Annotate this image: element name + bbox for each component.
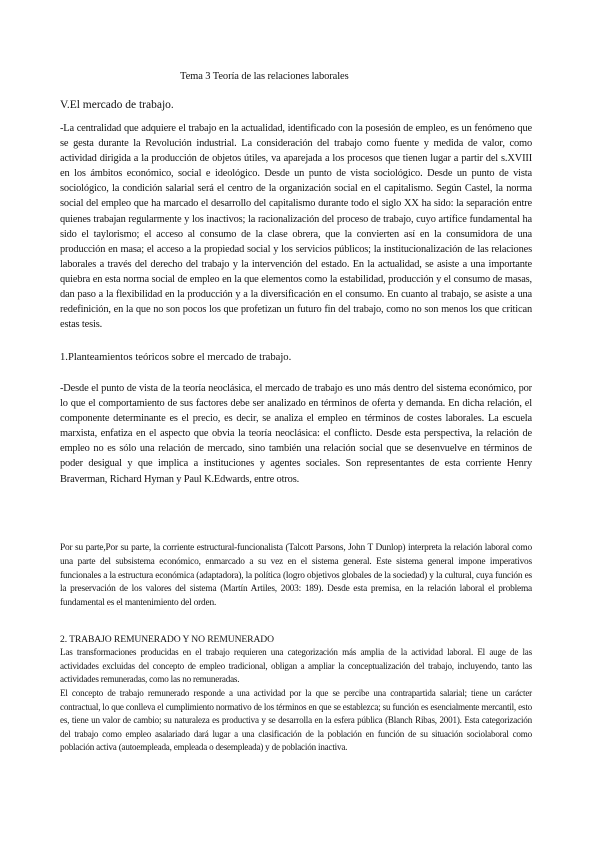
paragraph-intro: -La centralidad que adquiere el trabajo en la actualidad, identificado con la posesión de empleo, es un fenómeno que se gesta durante la Revolución industrial. La consideración del trabajo como fuente y medida de valor, como actividad dirigida a la producción de objetos útiles, va aparejada a los procesos que tienen lugar a partir del s.XVIII en los ámbitos económico, social e ideológico. Desde un punto de vista sociológico. Desde un punto de vista sociológico, la condición salarial será el centro de la organización social en el capitalismo. Según Castel, la norma social del empleo que ha marcado el desarrollo del capitalismo durante todo el siglo XX ha sido: la separación entre quienes trabajan regularmente y los inactivos; la racionalización del proceso de trabajo, cuyo artífice fundamental ha sido el taylorismo; el acceso al consumo de la clase obrera, que la convierten así en la consumidora de una producción en masa; el acceso a la propiedad social y los servicios públicos; la institucionalización de las relaciones laborales a través del derecho del trabajo y la intervención del estado. En la actualidad, se asiste a una importante quiebra en esta norma social de empleo en la que elementos como la estabilidad, producción y el consumo de masas, dan paso a la flexibilidad en la producción y a la diversificación en el consumo. En cuanto al trabajo, se asiste a una redefinición, en la que no son pocos los que profetizan un futuro fin del trabajo, como no son menos los que critican estas tesis. <box>60 123 532 331</box>
paragraph-neoclassical: -Desde el punto de vista de la teoría neoclásica, el mercado de trabajo es uno más dentro del sistema económico, por lo que el comportamiento de sus factores debe ser analizado en términos de oferta y demanda. En dicha relación, el componente determinante es el precio, es decir, se analiza el empleo en términos de costes laborales. La escuela marxista, enfatiza en el aspecto que obvia la teoría neoclásica: el conflicto. Desde esta perspectiva, la relación de empleo no es sólo una relación de mercado, sino también una relación social que se desenvuelve en términos de poder desigual y que implica a instituciones y agentes sociales. Son representantes de esta corriente Henry Braverman, Richard Hyman y Paul K.Edwards, entre otros. <box>60 383 532 485</box>
subheading-theoretical-approaches: 1.Planteamientos teóricos sobre el mercado de trabajo. <box>60 352 292 363</box>
paragraph-structural-functionalist: Por su parte,Por su parte, la corriente estructural-funcionalista (Talcott Parsons, John T Dunlop) interpreta la relación laboral como una parte del subsistema económico, enmarcado a su vez en el sistema general. Este sistema general impone imperativos funcionales a la estructura económica (adaptadora), la política (logro objetivos globales de la sociedad) y la cultural, cuya función es la preservación de los valores del sistema (Martín Artiles, 2003: 189). Desde esta premisa, en la relación laboral el problema fundamental es el mantenimiento del orden. <box>60 543 532 609</box>
paragraph-transformations: Las transformaciones producidas en el trabajo requieren una categorización más amplia de la actividad laboral. El auge de las actividades excluidas del concepto de empleo tradicional, obligan a ampliar la conceptualización del trabajo, incluyendo, tanto las actividades remuneradas, como las no remuneradas. <box>60 647 532 685</box>
document-title: Tema 3 Teoría de las relaciones laborales <box>180 71 349 82</box>
paragraph-paid-work-concept: El concepto de trabajo remunerado responde a una actividad por la que se percibe una contrapartida salarial; tiene un carácter contractual, lo que conlleva el cumplimiento normativo de los términos en que se establezca; su función es esencialmente mercantil, esto es, tiene un valor de cambio; su naturaleza es productiva y se desarrolla en la esfera pública (Blanch Ribas, 2001). Esta categorización del trabajo como empleo asalariado dará lugar a una clasificación de la población en función de su situación sociolaboral como población activa (autoempleada, empleada o desempleada) y de población inactiva. <box>60 688 532 753</box>
heading-paid-unpaid-work: 2. TRABAJO REMUNERADO Y NO REMUNERADO <box>60 634 274 645</box>
section-heading: V.El mercado de trabajo. <box>60 99 174 111</box>
